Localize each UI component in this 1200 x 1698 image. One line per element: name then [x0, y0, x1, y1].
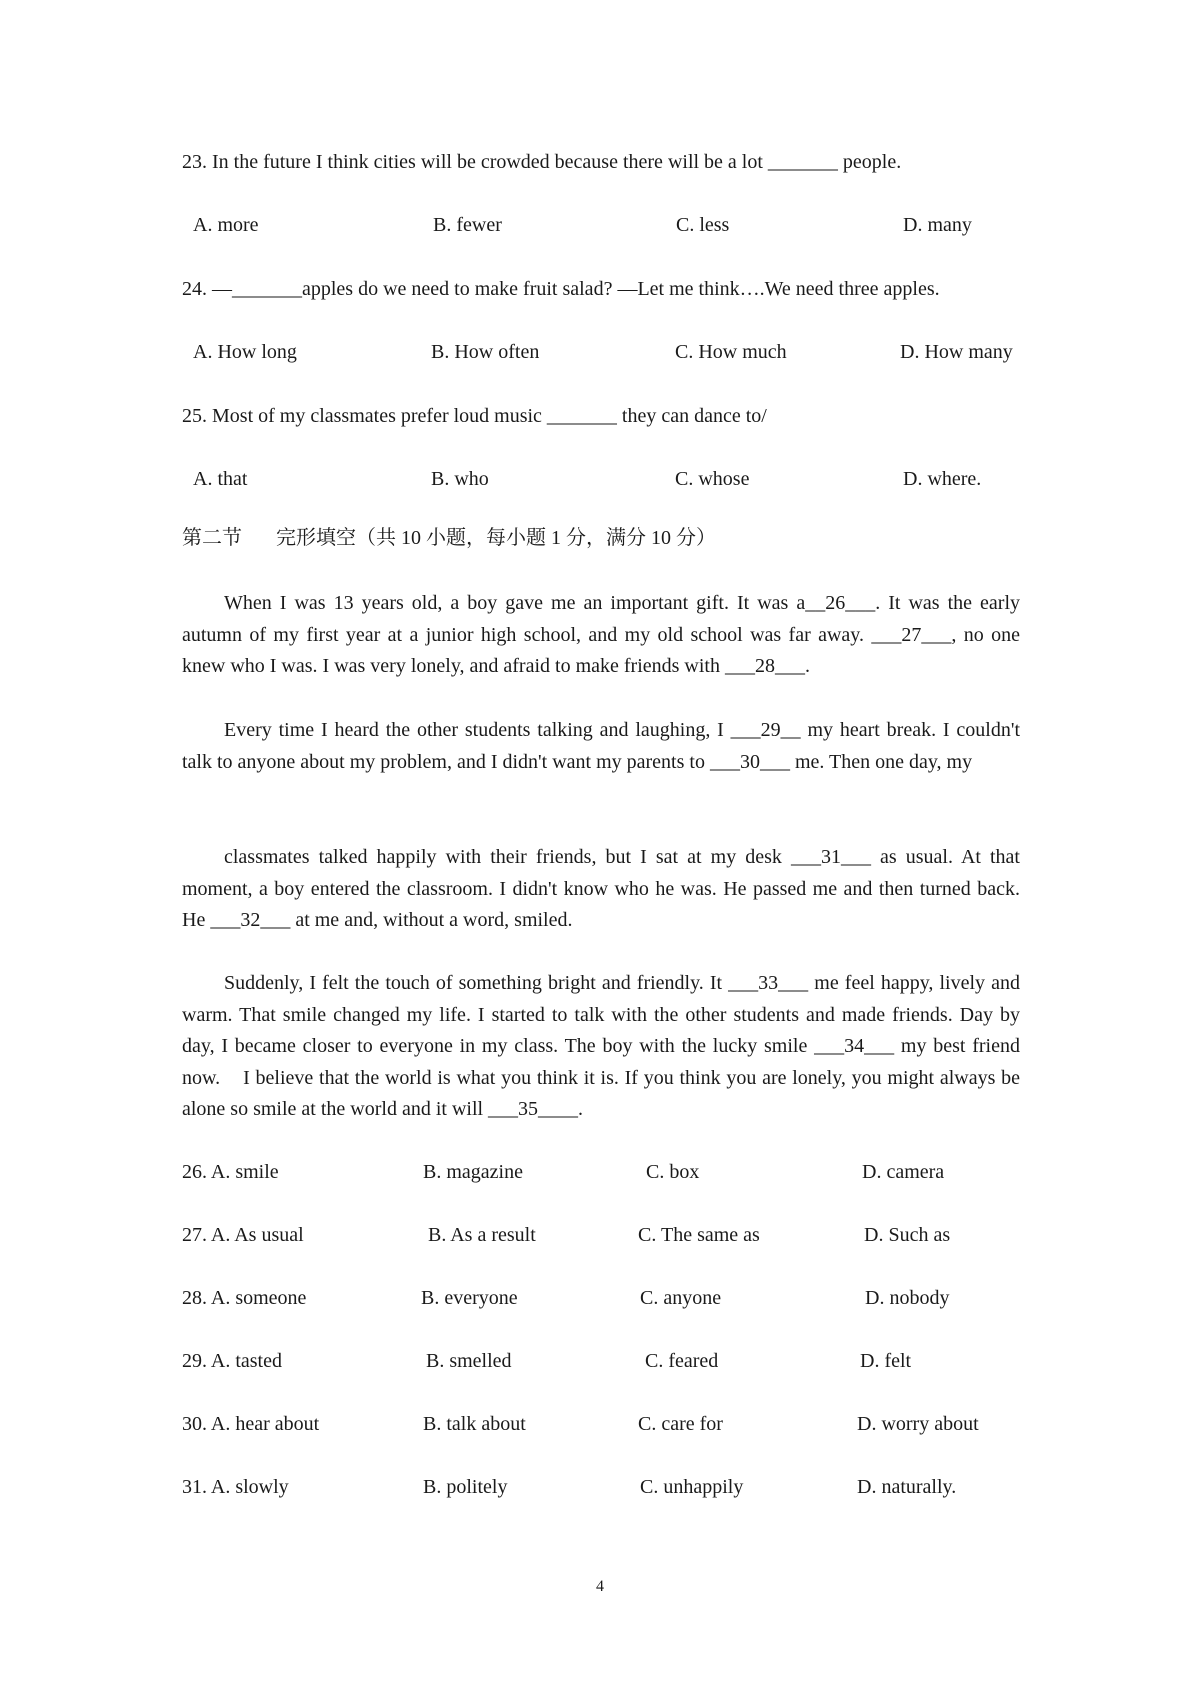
cloze-options-30: [0, 1412, 1200, 1436]
option-b: B. talk about: [423, 1413, 526, 1435]
option-a: 29. A. tasted: [182, 1350, 282, 1372]
cloze-options-27: [0, 1223, 1200, 1247]
option-d: D. naturally.: [857, 1476, 957, 1498]
section-label: 第二节: [182, 527, 242, 549]
question-23-stem: 23. In the future I think cities will be crowded because there will be a lot _______ people.: [182, 151, 902, 173]
option-b: B. who: [431, 468, 489, 490]
page-number: 4: [596, 1578, 604, 1595]
option-d: D. How many: [900, 341, 1013, 363]
option-d: D. nobody: [865, 1287, 950, 1309]
option-d: D. many: [903, 214, 972, 236]
question-24-stem: 24. —_______apples do we need to make fruit salad? —Let me think….We need three apples.: [182, 278, 940, 300]
option-a: 31. A. slowly: [182, 1476, 289, 1498]
passage-paragraph-2: Every time I heard the other students talking and laughing, I ___29__ my heart break. I couldn't talk to anyone about my problem, and I didn't want my parents to ___30___ me. Then one day, my: [182, 719, 1020, 773]
question-25-stem: 25. Most of my classmates prefer loud music _______ they can dance to/: [182, 405, 767, 427]
option-b: B. smelled: [426, 1350, 512, 1372]
option-d: D. felt: [860, 1350, 912, 1372]
question-24-options: [0, 340, 1200, 364]
section-title: 完形填空（共 10 小题，每小题 1 分，满分 10 分）: [276, 527, 716, 549]
option-a: A. that: [193, 468, 248, 490]
option-a: 26. A. smile: [182, 1161, 279, 1183]
passage-paragraph-3: classmates talked happily with their friends, but I sat at my desk ___31___ as usual. At that moment, a boy entered the classroom. I didn't know who he was. He passed me and then turned back. He ___32___ at me and, without a word, smiled.: [182, 846, 1020, 931]
option-c: C. unhappily: [640, 1476, 744, 1498]
option-c: C. anyone: [640, 1287, 722, 1309]
option-d: D. Such as: [864, 1224, 951, 1246]
option-a: 28. A. someone: [182, 1287, 307, 1309]
question-23-options: [0, 213, 1200, 237]
option-a: A. How long: [193, 341, 297, 363]
cloze-options-26: [0, 1160, 1200, 1184]
option-d: D. camera: [862, 1161, 945, 1183]
option-c: C. whose: [675, 468, 750, 490]
option-b: B. everyone: [421, 1287, 518, 1309]
option-a: 27. A. As usual: [182, 1224, 304, 1246]
passage-paragraph-4: Suddenly, I felt the touch of something bright and friendly. It ___33___ me feel happy, lively and warm. That smile changed my life. I started to talk with the other students and made friends. Day by day, I became closer to everyone in my class. The boy with the lucky smile ___34___ my best friend now. I believe that the world is what you think it is. If you think you are lonely, you might always be alone so smile at the world and it will ___35____.: [182, 972, 1020, 1120]
option-a: A. more: [193, 214, 259, 236]
option-d: D. worry about: [857, 1413, 979, 1435]
option-b: B. fewer: [433, 214, 502, 236]
cloze-options-28: [0, 1286, 1200, 1310]
cloze-options-31: [0, 1475, 1200, 1499]
section-heading: [182, 526, 716, 550]
option-c: C. How much: [675, 341, 787, 363]
option-c: C. The same as: [638, 1224, 760, 1246]
passage-paragraph-1: When I was 13 years old, a boy gave me an important gift. It was a__26___. It was the early autumn of my first year at a junior high school, and my old school was far away. ___27___, no one knew who I was. I was very lonely, and afraid to make friends with ___28___.: [182, 592, 1020, 677]
option-c: C. feared: [645, 1350, 719, 1372]
option-c: C. box: [646, 1161, 700, 1183]
option-c: C. less: [676, 214, 730, 236]
option-b: B. politely: [423, 1476, 508, 1498]
option-b: B. How often: [431, 341, 540, 363]
option-a: 30. A. hear about: [182, 1413, 320, 1435]
option-b: B. As a result: [428, 1224, 536, 1246]
option-d: D. where.: [903, 468, 982, 490]
question-25-options: [0, 467, 1200, 491]
option-b: B. magazine: [423, 1161, 523, 1183]
cloze-options-29: [0, 1349, 1200, 1373]
option-c: C. care for: [638, 1413, 723, 1435]
